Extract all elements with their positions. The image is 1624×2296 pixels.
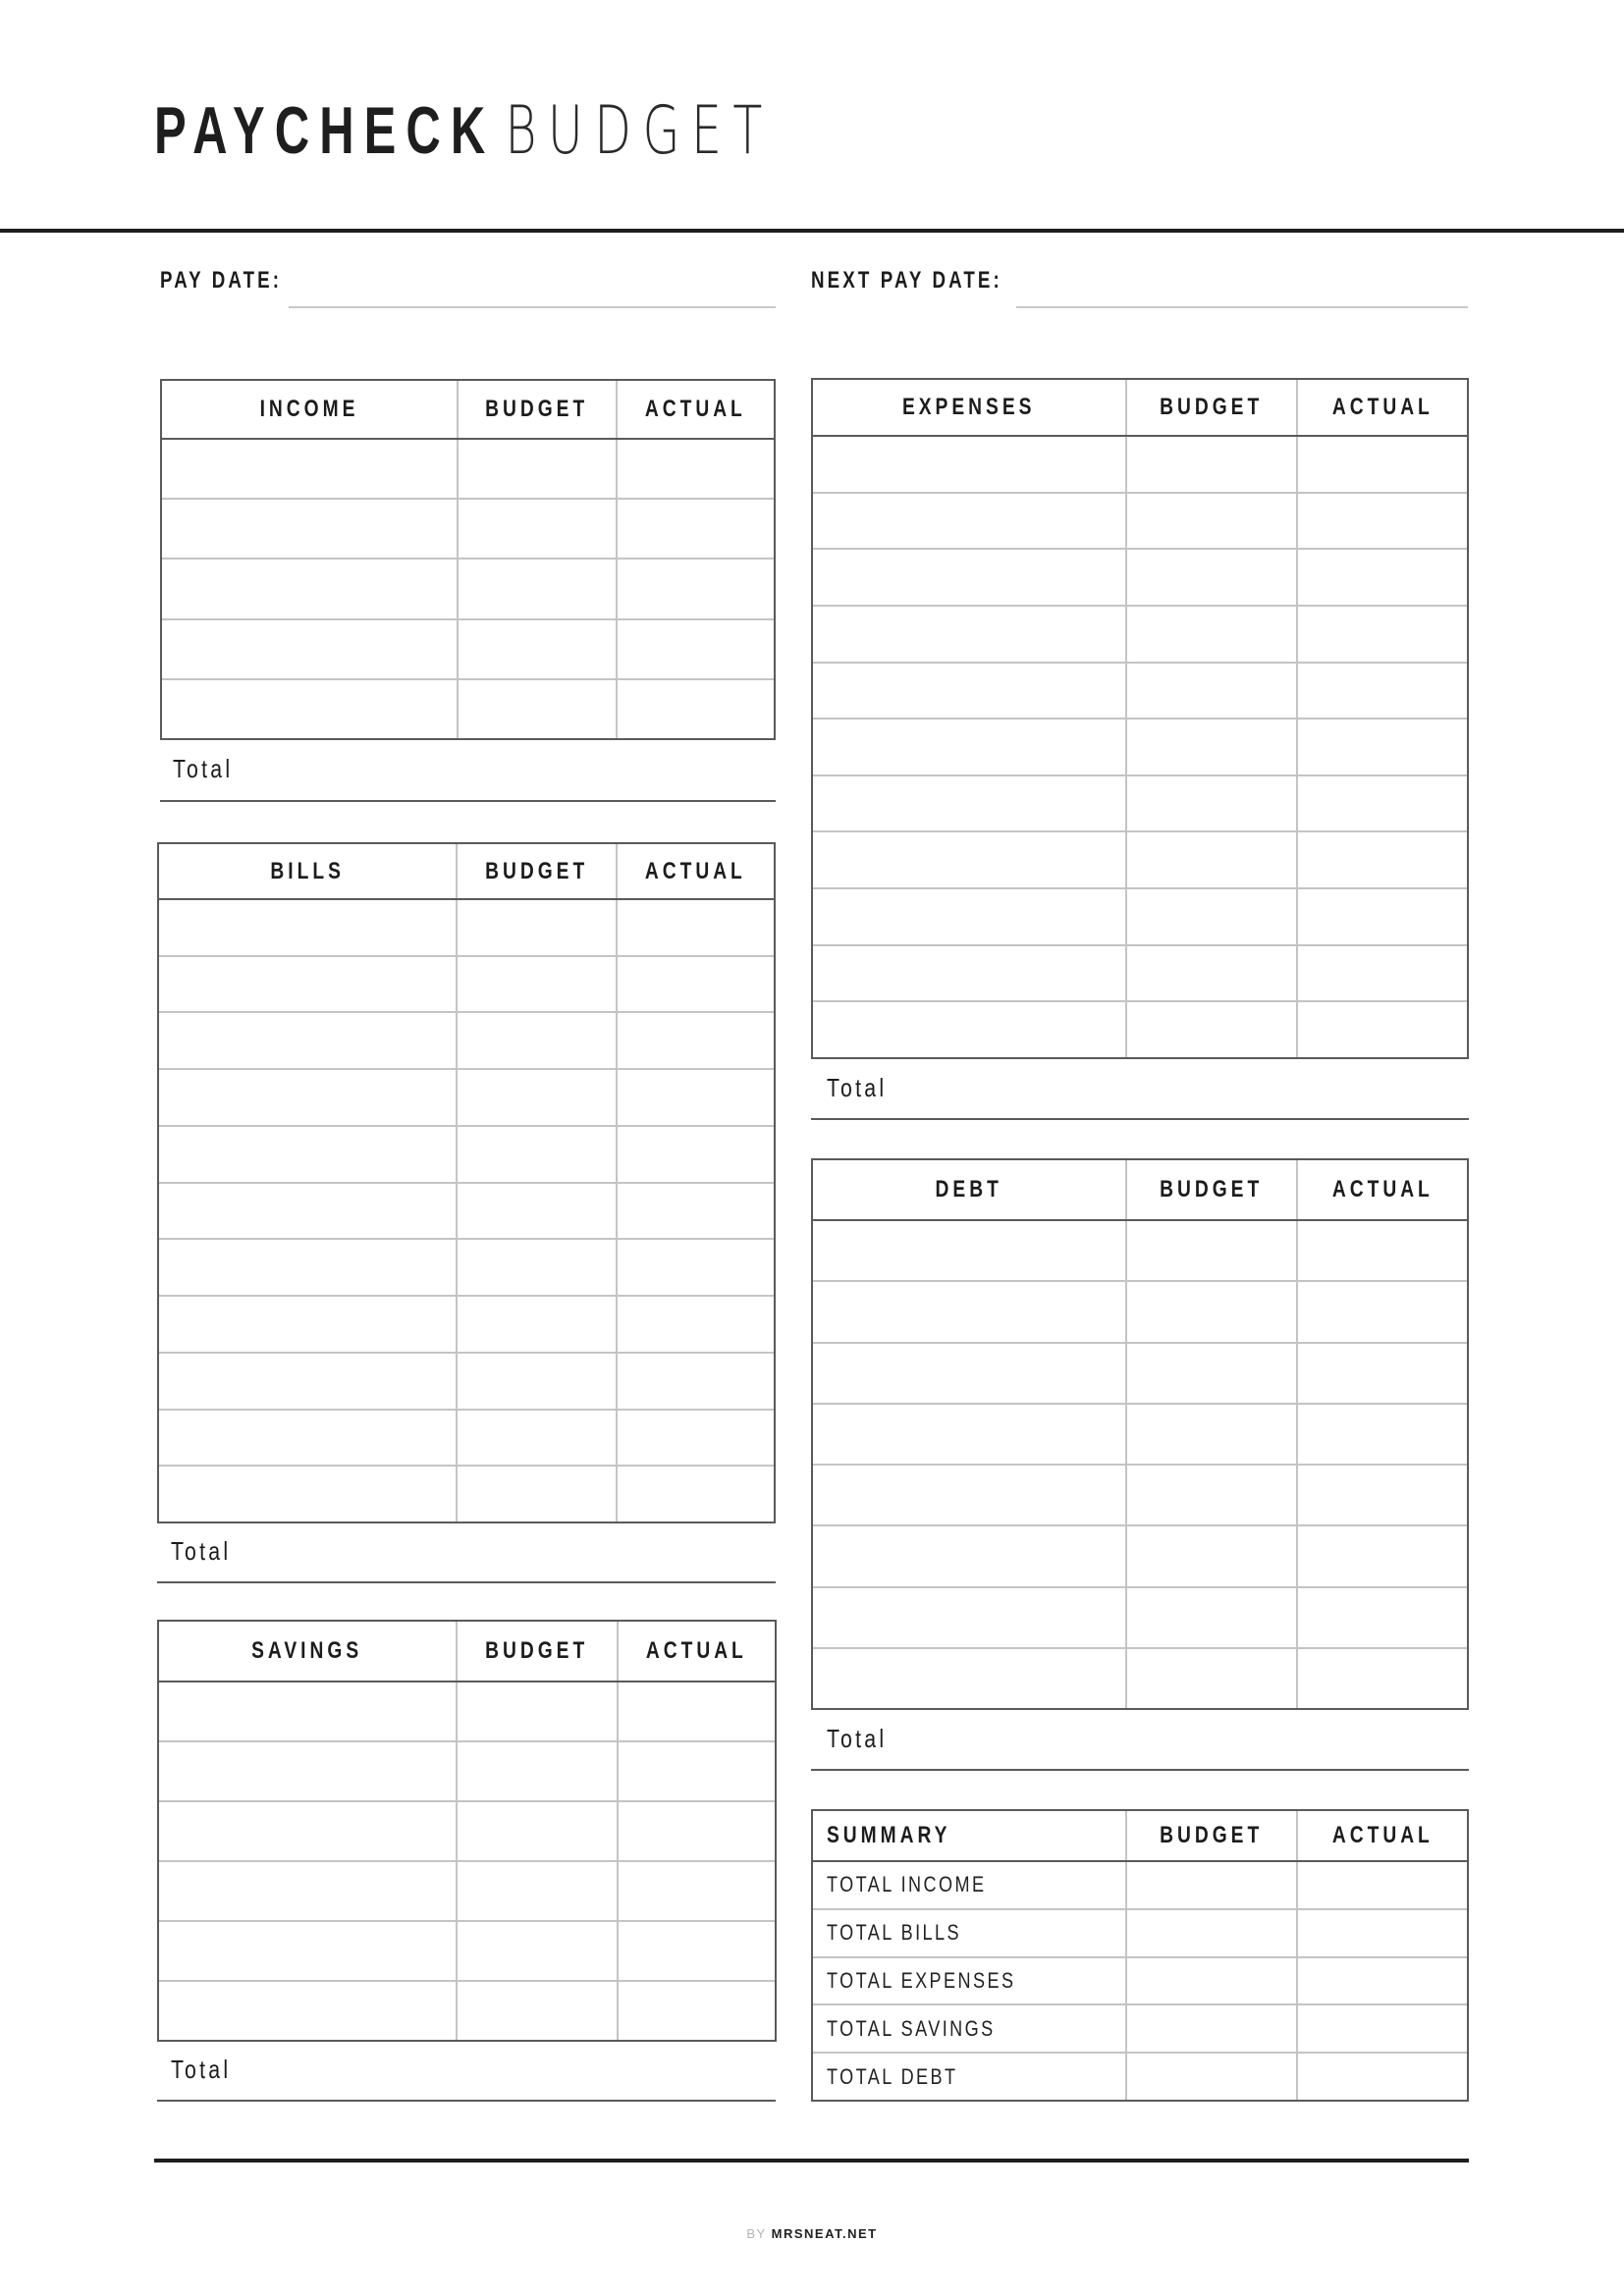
expenses-row <box>813 548 1467 605</box>
bills-budget-cell[interactable] <box>456 1297 616 1352</box>
expenses-actual-cell[interactable] <box>1296 494 1467 549</box>
income-actual-cell[interactable] <box>616 560 774 617</box>
income-table <box>160 379 776 740</box>
debt-budget-cell[interactable] <box>1125 1649 1296 1708</box>
expenses-row <box>813 492 1467 549</box>
savings-actual-cell[interactable] <box>617 1982 775 2040</box>
savings-item-cell[interactable] <box>159 1922 456 1980</box>
expenses-row <box>813 437 1467 492</box>
income-row <box>162 440 774 498</box>
expenses-budget-cell[interactable] <box>1125 437 1296 492</box>
debt-actual-cell[interactable] <box>1296 1649 1467 1708</box>
summary-row-income <box>813 1862 1467 1908</box>
summary-actual-header: ACTUAL <box>1331 1822 1434 1848</box>
savings-item-cell[interactable] <box>159 1802 456 1860</box>
bills-row <box>159 955 774 1012</box>
bills-row <box>159 1465 774 1522</box>
income-item-cell[interactable] <box>162 440 457 498</box>
title-light: BUDGET <box>505 92 774 170</box>
debt-total-label: Total <box>827 1724 888 1753</box>
bills-row <box>159 1125 774 1182</box>
expenses-item-cell[interactable] <box>813 664 1125 719</box>
income-budget-cell[interactable] <box>457 440 616 498</box>
summary-table-header <box>813 1811 1467 1862</box>
debt-budget-cell[interactable] <box>1125 1282 1296 1341</box>
bills-item-cell[interactable] <box>159 957 456 1012</box>
income-actual-header: ACTUAL <box>645 396 746 422</box>
bills-actual-cell[interactable] <box>616 1240 774 1295</box>
summary-debt-budget[interactable] <box>1125 2054 1296 2100</box>
expenses-budget-cell[interactable] <box>1125 607 1296 662</box>
summary-row-expenses <box>813 1956 1467 2004</box>
debt-title: DEBT <box>935 1176 1003 1202</box>
bills-actual-cell[interactable] <box>616 1070 774 1125</box>
savings-actual-header: ACTUAL <box>646 1637 747 1664</box>
next-pay-date-label: NEXT PAY DATE: <box>811 267 1002 294</box>
debt-actual-cell[interactable] <box>1296 1221 1467 1280</box>
savings-title: SAVINGS <box>251 1637 363 1664</box>
savings-budget-header: BUDGET <box>485 1637 589 1664</box>
bills-item-cell[interactable] <box>159 900 456 955</box>
debt-budget-cell[interactable] <box>1125 1221 1296 1280</box>
savings-table-header <box>159 1622 775 1682</box>
bills-budget-header: BUDGET <box>484 857 589 884</box>
pay-date-field[interactable] <box>289 306 776 308</box>
savings-rows <box>159 1682 775 2040</box>
bills-budget-cell[interactable] <box>456 1354 616 1409</box>
bills-budget-cell[interactable] <box>456 1127 616 1182</box>
income-budget-cell[interactable] <box>457 500 616 558</box>
bills-budget-cell[interactable] <box>456 1240 616 1295</box>
expenses-table <box>811 378 1469 1059</box>
expenses-actual-cell[interactable] <box>1296 550 1467 605</box>
expenses-item-cell[interactable] <box>813 946 1125 1001</box>
footer-by: BY <box>746 2226 767 2241</box>
bills-actual-cell[interactable] <box>616 1297 774 1352</box>
expenses-row <box>813 718 1467 774</box>
savings-row <box>159 1980 775 2040</box>
summary-expenses-budget[interactable] <box>1125 1958 1296 2004</box>
income-row <box>162 498 774 558</box>
summary-income-actual[interactable] <box>1296 1862 1467 1908</box>
expenses-total-field[interactable] <box>811 1118 1469 1120</box>
debt-item-cell[interactable] <box>813 1466 1125 1524</box>
bills-budget-cell[interactable] <box>456 1013 616 1068</box>
debt-budget-cell[interactable] <box>1125 1526 1296 1585</box>
expenses-actual-cell[interactable] <box>1296 1002 1467 1057</box>
summary-label-bills: TOTAL BILLS <box>827 1920 962 1946</box>
savings-row <box>159 1682 775 1740</box>
expenses-budget-header: BUDGET <box>1160 394 1264 420</box>
expenses-item-cell[interactable] <box>813 437 1125 492</box>
savings-budget-cell[interactable] <box>456 1982 617 2040</box>
bills-row <box>159 1352 774 1409</box>
debt-actual-cell[interactable] <box>1296 1344 1467 1403</box>
savings-item-cell[interactable] <box>159 1862 456 1920</box>
expenses-budget-cell[interactable] <box>1125 664 1296 719</box>
income-rows <box>162 440 774 738</box>
savings-budget-cell[interactable] <box>456 1742 617 1800</box>
footer-divider <box>154 2159 1469 2163</box>
summary-table <box>811 1809 1469 2102</box>
debt-row <box>813 1280 1467 1341</box>
expenses-item-cell[interactable] <box>813 720 1125 774</box>
expenses-row <box>813 1000 1467 1057</box>
expenses-budget-cell[interactable] <box>1125 889 1296 944</box>
income-actual-cell[interactable] <box>616 500 774 558</box>
bills-row <box>159 1068 774 1125</box>
summary-debt-actual[interactable] <box>1296 2054 1467 2100</box>
savings-item-cell[interactable] <box>159 1742 456 1800</box>
savings-row <box>159 1740 775 1800</box>
expenses-budget-cell[interactable] <box>1125 832 1296 887</box>
bills-row <box>159 1182 774 1239</box>
debt-item-cell[interactable] <box>813 1344 1125 1403</box>
expenses-actual-cell[interactable] <box>1296 889 1467 944</box>
bills-actual-cell[interactable] <box>616 957 774 1012</box>
savings-row <box>159 1860 775 1920</box>
savings-item-cell[interactable] <box>159 1682 456 1740</box>
debt-item-cell[interactable] <box>813 1649 1125 1708</box>
debt-item-cell[interactable] <box>813 1282 1125 1341</box>
debt-row <box>813 1221 1467 1280</box>
expenses-row <box>813 662 1467 719</box>
savings-actual-cell[interactable] <box>617 1862 775 1920</box>
debt-item-cell[interactable] <box>813 1526 1125 1585</box>
bills-item-cell[interactable] <box>159 1411 456 1466</box>
debt-row <box>813 1586 1467 1647</box>
summary-row-savings <box>813 2003 1467 2052</box>
debt-budget-cell[interactable] <box>1125 1588 1296 1647</box>
bills-budget-cell[interactable] <box>456 957 616 1012</box>
income-item-cell[interactable] <box>162 500 457 558</box>
title-bold: PAYCHECK <box>154 93 496 168</box>
bills-actual-cell[interactable] <box>616 1127 774 1182</box>
bills-row <box>159 1011 774 1068</box>
debt-actual-cell[interactable] <box>1296 1466 1467 1524</box>
bills-actual-header: ACTUAL <box>645 857 746 884</box>
bills-item-cell[interactable] <box>159 1297 456 1352</box>
summary-title: SUMMARY <box>827 1822 951 1848</box>
summary-bills-budget[interactable] <box>1125 1910 1296 1956</box>
savings-budget-cell[interactable] <box>456 1862 617 1920</box>
expenses-row <box>813 774 1467 831</box>
summary-label-debt: TOTAL DEBT <box>827 2063 958 2089</box>
pay-date-label: PAY DATE: <box>160 267 283 294</box>
summary-bills-actual[interactable] <box>1296 1910 1467 1956</box>
summary-savings-budget[interactable] <box>1125 2005 1296 2052</box>
savings-row <box>159 1920 775 1980</box>
income-actual-cell[interactable] <box>616 620 774 678</box>
debt-row <box>813 1464 1467 1524</box>
footer-credit <box>0 2226 1624 2241</box>
expenses-title: EXPENSES <box>902 394 1036 420</box>
bills-actual-cell[interactable] <box>616 1354 774 1409</box>
bills-actual-cell[interactable] <box>616 1184 774 1239</box>
debt-budget-cell[interactable] <box>1125 1466 1296 1524</box>
bills-item-cell[interactable] <box>159 1240 456 1295</box>
debt-table-header <box>813 1160 1467 1221</box>
debt-actual-header: ACTUAL <box>1331 1176 1434 1202</box>
savings-budget-cell[interactable] <box>456 1682 617 1740</box>
expenses-item-cell[interactable] <box>813 607 1125 662</box>
savings-item-cell[interactable] <box>159 1982 456 2040</box>
bills-table-header <box>159 844 774 900</box>
savings-budget-cell[interactable] <box>456 1922 617 1980</box>
savings-total-field[interactable] <box>157 2100 776 2102</box>
bills-row <box>159 1238 774 1295</box>
bills-title: BILLS <box>270 857 345 884</box>
savings-actual-cell[interactable] <box>617 1742 775 1800</box>
summary-label-expenses: TOTAL EXPENSES <box>827 1967 1016 1993</box>
expenses-budget-cell[interactable] <box>1125 720 1296 774</box>
savings-row <box>159 1800 775 1860</box>
debt-budget-cell[interactable] <box>1125 1405 1296 1464</box>
debt-budget-cell[interactable] <box>1125 1344 1296 1403</box>
summary-label-savings: TOTAL SAVINGS <box>827 2015 996 2041</box>
expenses-row <box>813 887 1467 944</box>
bills-row <box>159 1409 774 1466</box>
income-budget-header: BUDGET <box>485 396 589 422</box>
savings-table <box>157 1620 777 2042</box>
summary-expenses-actual[interactable] <box>1296 1958 1467 2004</box>
expenses-row <box>813 944 1467 1001</box>
bills-total-field[interactable] <box>157 1581 776 1583</box>
debt-rows <box>813 1221 1467 1708</box>
expenses-item-cell[interactable] <box>813 494 1125 549</box>
debt-item-cell[interactable] <box>813 1221 1125 1280</box>
summary-income-budget[interactable] <box>1125 1862 1296 1908</box>
bills-item-cell[interactable] <box>159 1354 456 1409</box>
expenses-actual-cell[interactable] <box>1296 776 1467 831</box>
expenses-budget-cell[interactable] <box>1125 494 1296 549</box>
bills-row <box>159 1295 774 1352</box>
next-pay-date-field[interactable] <box>1016 306 1468 308</box>
bills-budget-cell[interactable] <box>456 1070 616 1125</box>
expenses-actual-cell[interactable] <box>1296 720 1467 774</box>
expenses-budget-cell[interactable] <box>1125 1002 1296 1057</box>
summary-budget-header: BUDGET <box>1160 1822 1264 1848</box>
bills-total-label: Total <box>171 1536 232 1566</box>
summary-row-bills <box>813 1908 1467 1956</box>
income-item-cell[interactable] <box>162 560 457 617</box>
bills-budget-cell[interactable] <box>456 1184 616 1239</box>
income-actual-cell[interactable] <box>616 440 774 498</box>
income-title: INCOME <box>259 396 359 422</box>
income-actual-cell[interactable] <box>616 680 774 738</box>
income-item-cell[interactable] <box>162 680 457 738</box>
income-budget-cell[interactable] <box>457 560 616 617</box>
expenses-item-cell[interactable] <box>813 776 1125 831</box>
expenses-actual-cell[interactable] <box>1296 832 1467 887</box>
expenses-total-label: Total <box>827 1073 888 1102</box>
bills-actual-cell[interactable] <box>616 1411 774 1466</box>
debt-row <box>813 1403 1467 1464</box>
bills-budget-cell[interactable] <box>456 1467 616 1522</box>
bills-actual-cell[interactable] <box>616 1467 774 1522</box>
summary-rows <box>813 1862 1467 2100</box>
debt-item-cell[interactable] <box>813 1588 1125 1647</box>
savings-actual-cell[interactable] <box>617 1682 775 1740</box>
debt-budget-header: BUDGET <box>1160 1176 1264 1202</box>
footer-site-link[interactable]: MRSNEAT.NET <box>771 2226 878 2241</box>
bills-budget-cell[interactable] <box>456 900 616 955</box>
bills-item-cell[interactable] <box>159 1184 456 1239</box>
debt-actual-cell[interactable] <box>1296 1526 1467 1585</box>
savings-actual-cell[interactable] <box>617 1922 775 1980</box>
income-table-header <box>162 381 774 440</box>
income-row <box>162 558 774 617</box>
debt-actual-cell[interactable] <box>1296 1588 1467 1647</box>
expenses-budget-cell[interactable] <box>1125 550 1296 605</box>
bills-item-cell[interactable] <box>159 1070 456 1125</box>
debt-actual-cell[interactable] <box>1296 1405 1467 1464</box>
expenses-rows <box>813 437 1467 1057</box>
debt-item-cell[interactable] <box>813 1405 1125 1464</box>
expenses-actual-header: ACTUAL <box>1331 394 1434 420</box>
income-total-field[interactable] <box>160 800 776 802</box>
debt-total-field[interactable] <box>811 1769 1469 1771</box>
income-item-cell[interactable] <box>162 620 457 678</box>
expenses-budget-cell[interactable] <box>1125 946 1296 1001</box>
income-total-label: Total <box>173 754 234 783</box>
bills-item-cell[interactable] <box>159 1013 456 1068</box>
debt-row <box>813 1342 1467 1403</box>
expenses-item-cell[interactable] <box>813 1002 1125 1057</box>
expenses-item-cell[interactable] <box>813 550 1125 605</box>
bills-actual-cell[interactable] <box>616 1013 774 1068</box>
expenses-actual-cell[interactable] <box>1296 607 1467 662</box>
expenses-table-header <box>813 380 1467 437</box>
summary-label-income: TOTAL INCOME <box>827 1872 987 1897</box>
debt-row <box>813 1647 1467 1708</box>
income-budget-cell[interactable] <box>457 620 616 678</box>
summary-savings-actual[interactable] <box>1296 2005 1467 2052</box>
debt-table <box>811 1158 1469 1710</box>
savings-actual-cell[interactable] <box>617 1802 775 1860</box>
expenses-actual-cell[interactable] <box>1296 664 1467 719</box>
bills-item-cell[interactable] <box>159 1127 456 1182</box>
header-divider <box>0 229 1624 233</box>
income-budget-cell[interactable] <box>457 680 616 738</box>
debt-actual-cell[interactable] <box>1296 1282 1467 1341</box>
expenses-actual-cell[interactable] <box>1296 437 1467 492</box>
bills-actual-cell[interactable] <box>616 900 774 955</box>
expenses-row <box>813 830 1467 887</box>
summary-row-debt <box>813 2052 1467 2100</box>
expenses-row <box>813 605 1467 662</box>
bills-rows <box>159 900 774 1522</box>
expenses-actual-cell[interactable] <box>1296 946 1467 1001</box>
expenses-item-cell[interactable] <box>813 832 1125 887</box>
savings-budget-cell[interactable] <box>456 1802 617 1860</box>
bills-item-cell[interactable] <box>159 1467 456 1522</box>
bills-budget-cell[interactable] <box>456 1411 616 1466</box>
expenses-budget-cell[interactable] <box>1125 776 1296 831</box>
savings-total-label: Total <box>171 2055 232 2084</box>
expenses-item-cell[interactable] <box>813 889 1125 944</box>
income-row <box>162 678 774 738</box>
bills-row <box>159 900 774 955</box>
income-row <box>162 618 774 678</box>
bills-table <box>157 842 776 1523</box>
debt-row <box>813 1524 1467 1585</box>
page-title <box>154 92 774 170</box>
